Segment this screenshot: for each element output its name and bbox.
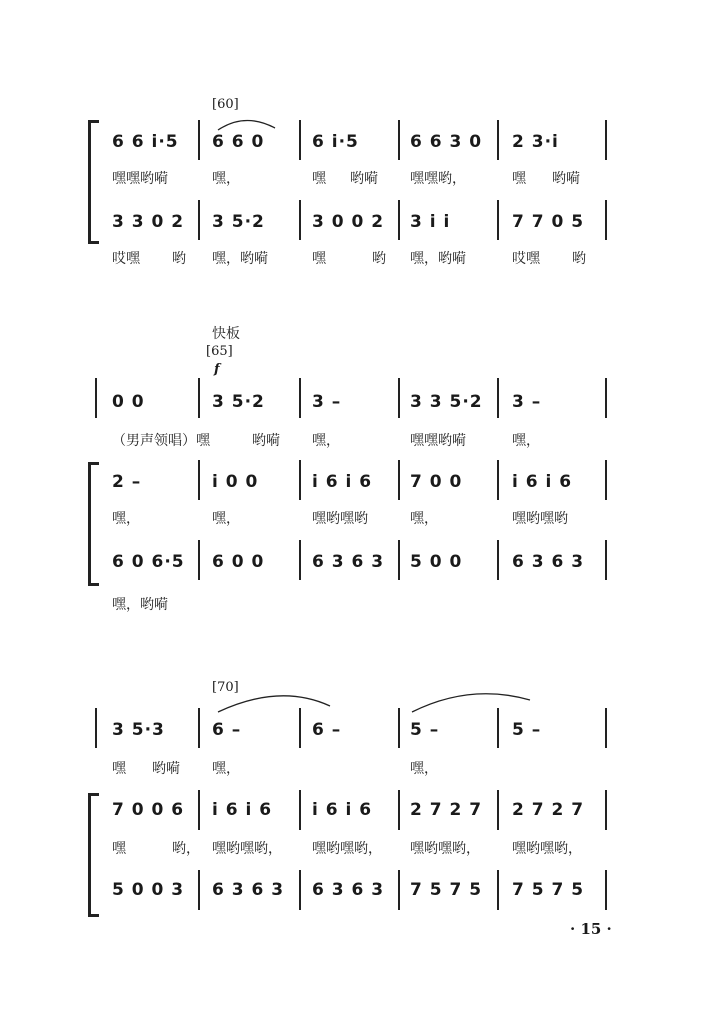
barline [198, 540, 200, 580]
system1-brace [88, 120, 99, 244]
system3-brace [88, 793, 99, 917]
measure-notes: 6 0 6·5 [112, 552, 185, 572]
measure-notes: 5 – [512, 720, 542, 740]
lyric: 嘿，哟嗬 [410, 251, 466, 267]
tie-5 [412, 694, 530, 712]
barline [299, 870, 301, 910]
measure-notes: 7 7 0 5 [512, 212, 585, 232]
barline [398, 200, 400, 240]
barline [299, 460, 301, 500]
barline [299, 378, 301, 418]
barline [398, 870, 400, 910]
measure-notes: i 6 i 6 [312, 472, 373, 492]
lyric: 嘿哟嘿哟， [512, 841, 582, 857]
lyric: 嘿哟嘿哟 [312, 511, 368, 527]
measure-notes: i 6 i 6 [212, 800, 273, 820]
measure-notes: 7 0 0 6 [112, 800, 185, 820]
measure-notes: 0 0 [112, 392, 145, 412]
measure-notes: 5 0 0 [410, 552, 463, 572]
measure-notes: 5 – [410, 720, 440, 740]
tempo-marking: 快板 [212, 326, 240, 342]
measure-notes: 6 i·5 [312, 132, 359, 152]
barline [497, 378, 499, 418]
measure-notes: 5 0 0 3 [112, 880, 185, 900]
measure-notes: 6 3 6 3 [312, 552, 385, 572]
barline [198, 378, 200, 418]
barline [198, 200, 200, 240]
lyric: 嘿， [410, 761, 438, 777]
lyric: 嘿 [512, 171, 526, 187]
barline [497, 460, 499, 500]
barline [198, 708, 200, 748]
measure-notes: 3 – [312, 392, 342, 412]
dynamic-marking: f [214, 362, 220, 377]
measure-notes: 2 3·i [512, 132, 559, 152]
lyric: 哟， [172, 841, 200, 857]
barline [398, 708, 400, 748]
measure-notes: 2 7 2 7 [410, 800, 483, 820]
lyric: 嘿 [112, 841, 126, 857]
measure-notes: 6 0 0 [212, 552, 265, 572]
barline [299, 200, 301, 240]
barline [398, 378, 400, 418]
lyric: 哎嘿 [112, 251, 140, 267]
barline [605, 120, 607, 160]
measure-notes: i 6 i 6 [512, 472, 573, 492]
slur-60 [218, 120, 275, 130]
barline [299, 120, 301, 160]
measure-notes: i 0 0 [212, 472, 259, 492]
measure-notes: 3 5·2 [212, 392, 265, 412]
lyric: 嘿， [212, 761, 240, 777]
lyric: 哟 [572, 251, 586, 267]
measure-notes: 3 – [512, 392, 542, 412]
lyric: 嘿，哟嗬 [112, 597, 168, 613]
barline [95, 378, 97, 418]
barline [398, 790, 400, 830]
measure-notes: i 6 i 6 [312, 800, 373, 820]
measure-notes: 6 6 0 [212, 132, 265, 152]
measure-notes: 3 5·3 [112, 720, 165, 740]
barline [605, 708, 607, 748]
barline [497, 870, 499, 910]
measure-notes: 7 5 7 5 [512, 880, 585, 900]
measure-notes: 6 3 6 3 [312, 880, 385, 900]
lyric: 哎嘿 [512, 251, 540, 267]
lyric: 嘿嘿哟嗬 [410, 433, 466, 449]
lyric: 嘿， [512, 433, 540, 449]
barline [605, 460, 607, 500]
measure-notes: 2 7 2 7 [512, 800, 585, 820]
measure-notes: 3 3 0 2 [112, 212, 185, 232]
barline [198, 120, 200, 160]
barline [605, 378, 607, 418]
lyric: 嘿， [112, 511, 140, 527]
lyric: 嘿 [112, 761, 126, 777]
measure-notes: 6 – [212, 720, 242, 740]
barline [605, 870, 607, 910]
barline [198, 460, 200, 500]
lyric: 哟嗬 [152, 761, 180, 777]
barline [497, 790, 499, 830]
measure-notes: 7 0 0 [410, 472, 463, 492]
barline [299, 708, 301, 748]
measure-notes: 6 3 6 3 [212, 880, 285, 900]
rehearsal-mark-70: [70] [212, 680, 239, 695]
barline [497, 120, 499, 160]
barline [95, 708, 97, 748]
lyric: 哟嗬 [552, 171, 580, 187]
barline [398, 540, 400, 580]
lyric: 哟 [172, 251, 186, 267]
barline [398, 120, 400, 160]
lyric: 嘿，哟嗬 [212, 251, 268, 267]
barline [497, 708, 499, 748]
lyric: 嘿， [312, 433, 340, 449]
barline [605, 200, 607, 240]
lyric: 嘿嘿哟嗬 [112, 171, 168, 187]
lyric: 嘿， [212, 511, 240, 527]
barline [198, 870, 200, 910]
system2-brace [88, 462, 99, 586]
barline [605, 790, 607, 830]
rehearsal-mark-65: [65] [206, 344, 233, 359]
barline [497, 200, 499, 240]
measure-notes: 3 0 0 2 [312, 212, 385, 232]
lyric: 嘿哟嘿哟， [312, 841, 382, 857]
lyric: 嘿 [312, 171, 326, 187]
measure-notes: 3 3 5·2 [410, 392, 483, 412]
measure-notes: 7 5 7 5 [410, 880, 483, 900]
rehearsal-mark-60: [60] [212, 97, 239, 112]
page-number: · 15 · [570, 920, 612, 938]
lyric: 嘿嘿哟， [410, 171, 466, 187]
lyric: 嘿， [212, 171, 240, 187]
barline [497, 540, 499, 580]
slur-70 [218, 696, 330, 712]
lyric: 哟嗬 [350, 171, 378, 187]
lyric: （男声领唱）嘿 [112, 433, 210, 449]
barline [299, 540, 301, 580]
measure-notes: 3 i i [410, 212, 451, 232]
lyric: 哟嗬 [252, 433, 280, 449]
measure-notes: 6 6 i·5 [112, 132, 179, 152]
lyric: 嘿 [312, 251, 326, 267]
lyric: 嘿哟嘿哟， [212, 841, 282, 857]
barline [198, 790, 200, 830]
lyric: 哟 [372, 251, 386, 267]
barline [605, 540, 607, 580]
measure-notes: 6 3 6 3 [512, 552, 585, 572]
barline [398, 460, 400, 500]
measure-notes: 2 – [112, 472, 142, 492]
measure-notes: 6 6 3 0 [410, 132, 483, 152]
lyric: 嘿哟嘿哟 [512, 511, 568, 527]
measure-notes: 6 – [312, 720, 342, 740]
lyric: 嘿， [410, 511, 438, 527]
barline [299, 790, 301, 830]
lyric: 嘿哟嘿哟， [410, 841, 480, 857]
measure-notes: 3 5·2 [212, 212, 265, 232]
